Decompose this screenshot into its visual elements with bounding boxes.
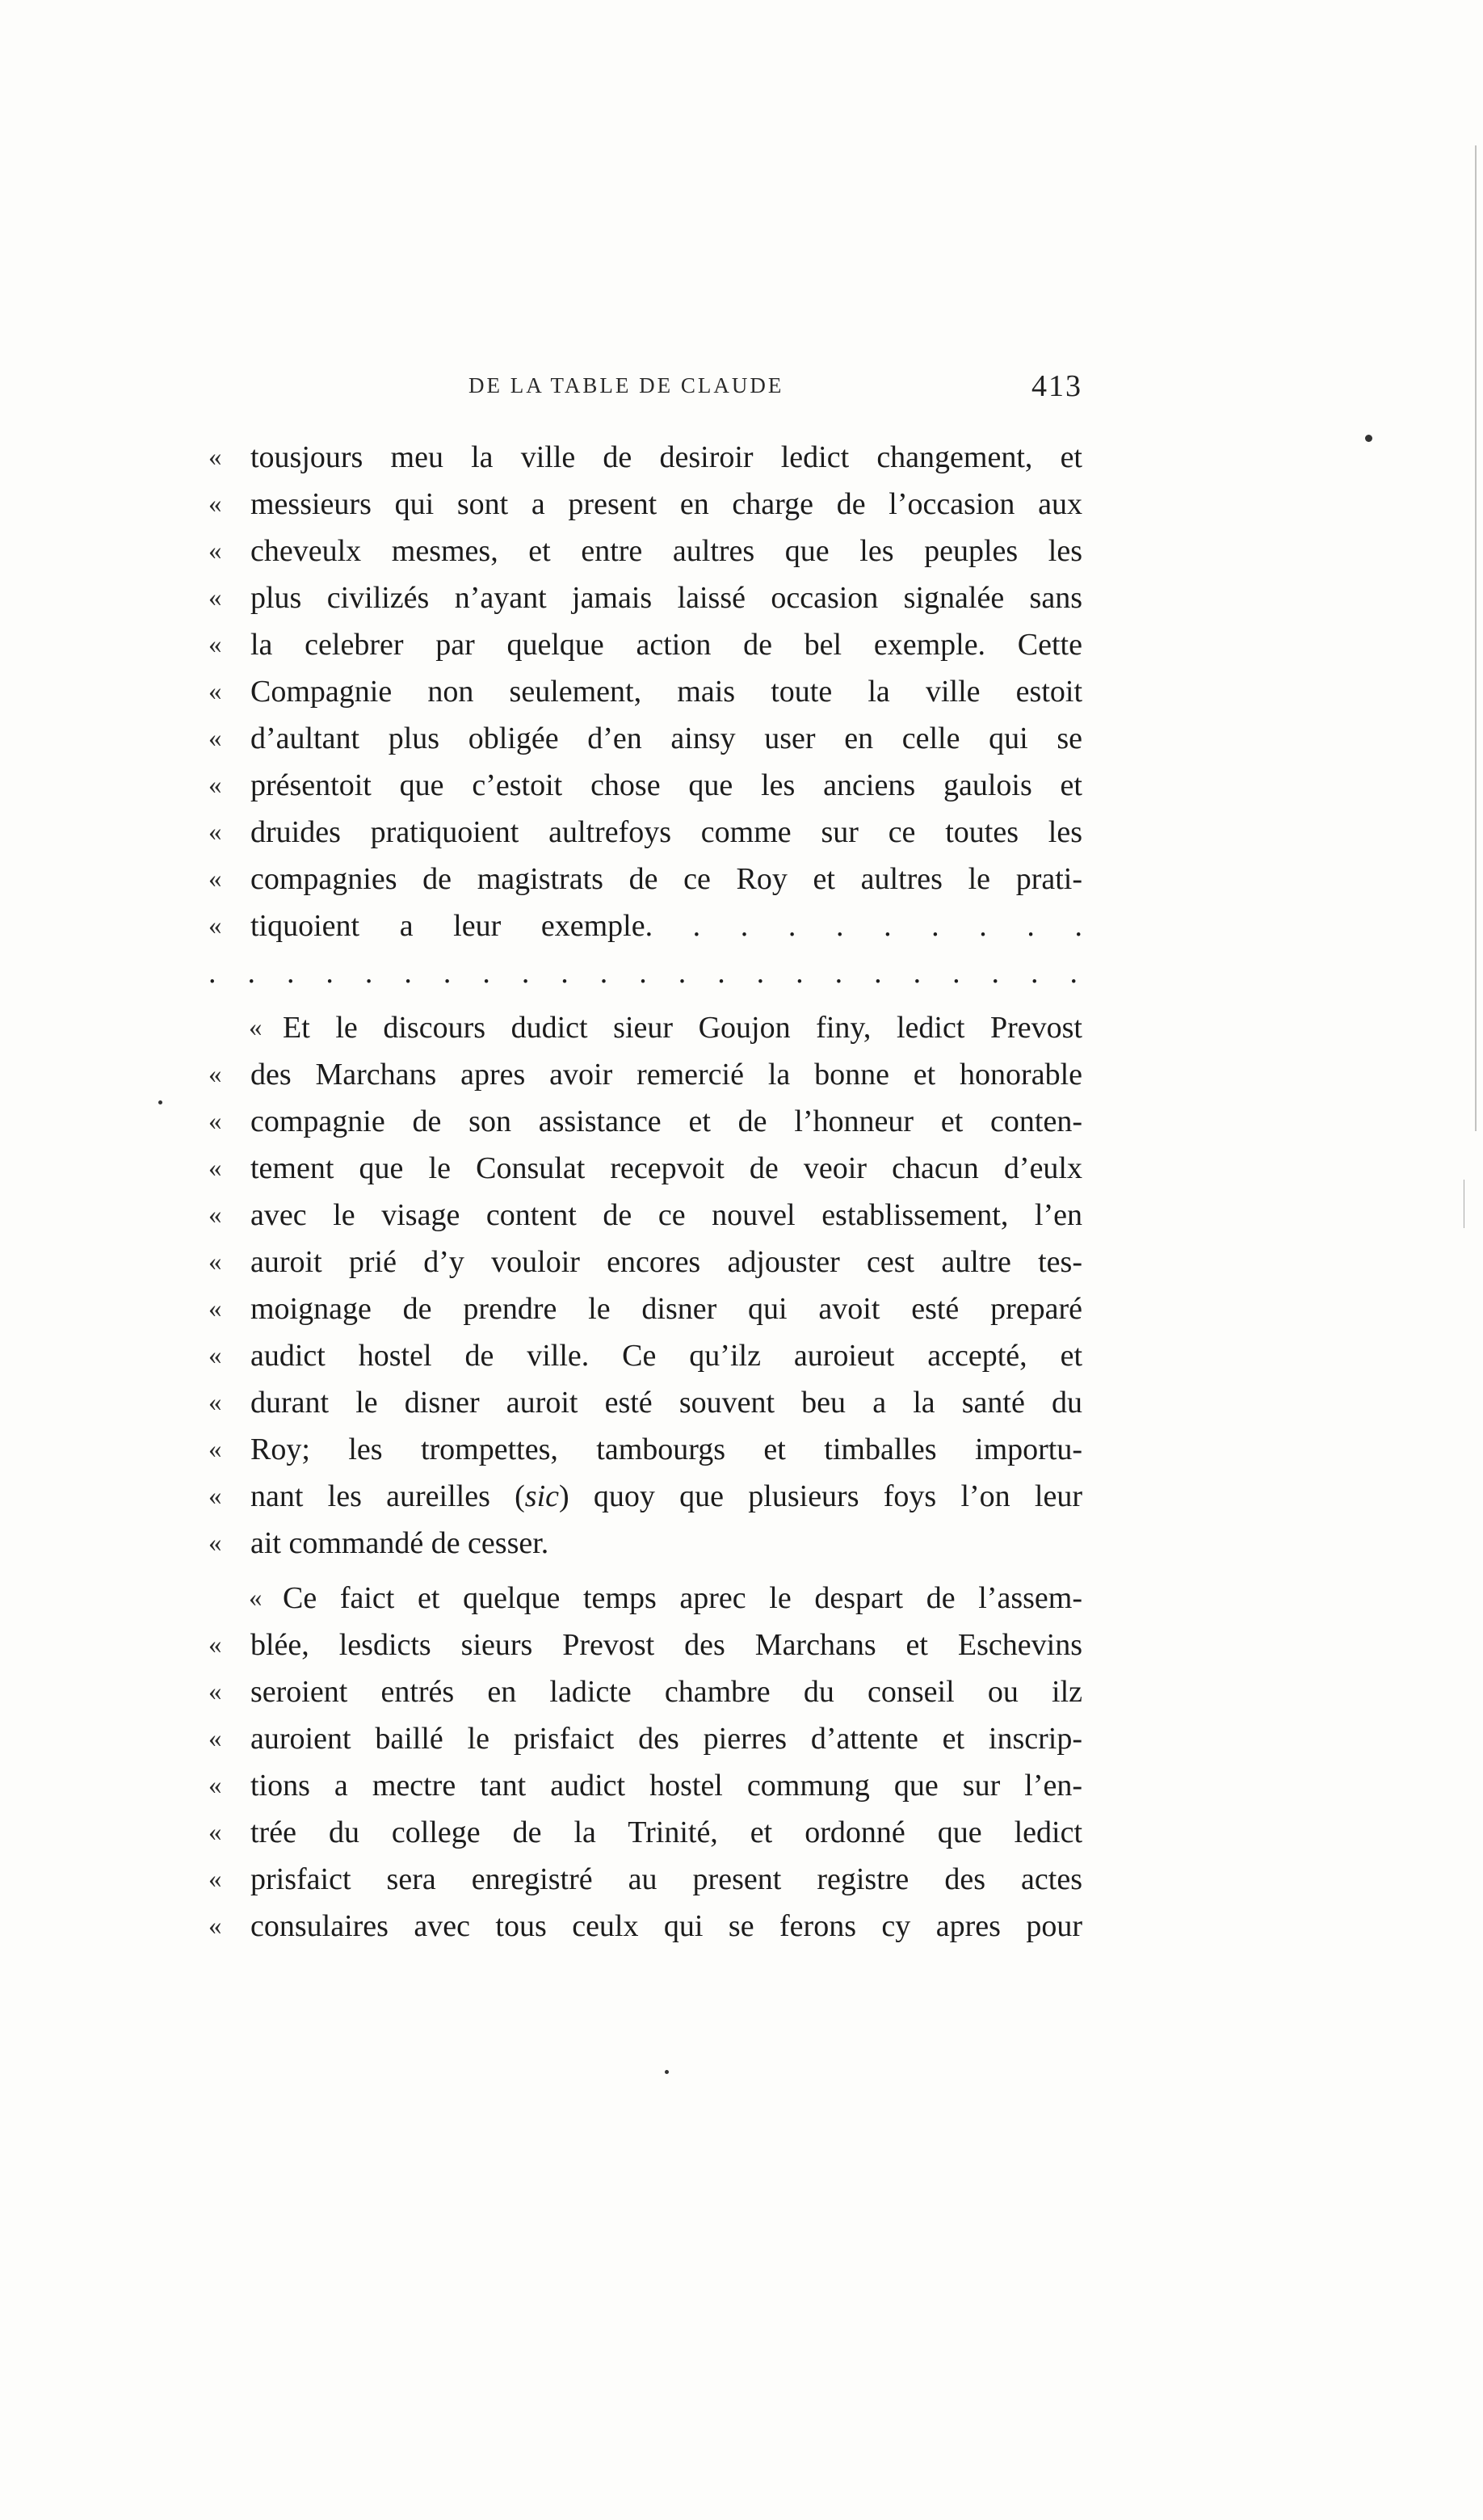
quote-mark: « [208, 771, 222, 800]
text-line [208, 1762, 1082, 1809]
ellipsis-row: . . . . . . . . . . . . . . . . . . . . . . . [208, 956, 1082, 990]
quote-mark: « [249, 1013, 263, 1042]
line-text: tousjours meu la ville de desiroir ledict changement, et [250, 440, 1082, 474]
scan-edge-line [1475, 145, 1477, 1131]
line-text: compagnie de son assistance et de l’honneur et conten- [250, 1104, 1082, 1138]
line-text: compagnies de magistrats de ce Roy et aultres le prati- [250, 862, 1082, 896]
text-line [208, 574, 1082, 621]
line-text: tiquoient a leur exemple. . . . . . . . . . [250, 909, 1082, 943]
line-text: d’aultant plus obligée d’en ainsy user en celle qui se [250, 722, 1082, 755]
text-line [208, 1145, 1082, 1192]
text-line [208, 856, 1082, 902]
line-text: audict hostel de ville. Ce qu’ilz auroieut accepté, et [250, 1339, 1082, 1373]
text-line [208, 1051, 1082, 1098]
text-line [208, 1520, 1082, 1567]
text-line [208, 1715, 1082, 1762]
text-line [208, 1668, 1082, 1715]
text-line [208, 1239, 1082, 1285]
page-number: 413 [1031, 369, 1082, 403]
text-line [208, 1098, 1082, 1145]
quote-mark: « [208, 1154, 222, 1183]
ink-speck [158, 1100, 162, 1104]
text-line [208, 1004, 1082, 1051]
line-text: tement que le Consulat recepvoit de veoir chacun d’eulx [250, 1151, 1082, 1185]
text-line [208, 1426, 1082, 1473]
line-text: avec le visage content de ce nouvel establissement, l’en [250, 1198, 1082, 1232]
quote-mark: « [208, 1107, 222, 1136]
quote-mark: « [208, 1201, 222, 1230]
paragraph-gap [208, 996, 1082, 1004]
line-text: seroient entrés en ladicte chambre du conseil ou ilz [250, 1675, 1082, 1709]
quote-mark: « [208, 490, 222, 519]
text-line [208, 434, 1082, 481]
line-text: Ce faict et quelque temps aprec le despart de l’assem- [283, 1581, 1082, 1615]
ink-speck [1365, 435, 1372, 442]
paragraph-gap [208, 1567, 1082, 1575]
quote-mark: « [208, 1294, 222, 1323]
quote-mark: « [208, 1388, 222, 1417]
text-line [208, 668, 1082, 715]
text-line [208, 1903, 1082, 1950]
line-text: présentoit que c’estoit chose que les anciens gaulois et [250, 768, 1082, 802]
line-text: druides pratiquoient aultrefoys comme sur ce toutes les [250, 815, 1082, 849]
quote-mark: « [208, 536, 222, 566]
quote-mark: « [208, 1724, 222, 1753]
text-line [208, 1192, 1082, 1239]
line-text: plus civilizés n’ayant jamais laissé occasion signalée sans [250, 581, 1082, 615]
line-text: prisfaict sera enregistré au present registre des actes [250, 1862, 1082, 1896]
text-line [208, 1856, 1082, 1903]
text-line [208, 1379, 1082, 1426]
text-line [208, 1332, 1082, 1379]
text-line [208, 481, 1082, 528]
line-text: des Marchans apres avoir remercié la bonne et honorable [250, 1058, 1082, 1092]
quote-mark: « [208, 443, 222, 472]
line-text: nant les aureilles (sic) quoy que plusieurs foys l’on leur [250, 1479, 1082, 1513]
line-text: trée du college de la Trinité, et ordonné que ledict [250, 1815, 1082, 1849]
body-text [208, 434, 1082, 1950]
text-line [208, 1622, 1082, 1668]
text-line [208, 1575, 1082, 1622]
quote-mark: « [208, 1912, 222, 1941]
line-text: Et le discours dudict sieur Goujon finy, ledict Prevost [283, 1011, 1082, 1045]
quote-mark: « [208, 1865, 222, 1894]
quote-mark: « [208, 1341, 222, 1370]
quote-mark: « [249, 1584, 263, 1613]
quote-mark: « [208, 1060, 222, 1089]
line-text: durant le disner auroit esté souvent beu a la santé du [250, 1386, 1082, 1420]
line-text: blée, lesdicts sieurs Prevost des Marchans et Eschevins [250, 1628, 1082, 1662]
line-text: Compagnie non seulement, mais toute la ville estoit [250, 675, 1082, 709]
running-title: DE LA TABLE DE CLAUDE [468, 373, 784, 398]
text-line [208, 1473, 1082, 1520]
quote-mark: « [208, 1482, 222, 1511]
quote-mark: « [208, 1529, 222, 1558]
quote-mark: « [208, 911, 222, 940]
text-line [208, 762, 1082, 809]
text-line [208, 715, 1082, 762]
text-line [208, 1285, 1082, 1332]
quote-mark: « [208, 1677, 222, 1706]
line-text: consulaires avec tous ceulx qui se ferons cy apres pour [250, 1909, 1082, 1943]
quote-mark: « [208, 1630, 222, 1660]
line-text: moignage de prendre le disner qui avoit esté preparé [250, 1292, 1082, 1326]
line-text: auroient baillé le prisfaict des pierres d’attente et inscrip- [250, 1722, 1082, 1756]
quote-mark: « [208, 630, 222, 659]
text-line [208, 621, 1082, 668]
running-head [210, 369, 1082, 414]
line-text: auroit prié d’y vouloir encores adjouster cest aultre tes- [250, 1245, 1082, 1279]
quote-mark: « [208, 1435, 222, 1464]
line-text: messieurs qui sont a present en charge de l’occasion aux [250, 487, 1082, 521]
line-text: ait commandé de cesser. [250, 1526, 549, 1560]
text-line [208, 809, 1082, 856]
line-text: cheveulx mesmes, et entre aultres que les peuples les [250, 534, 1082, 568]
line-text: Roy; les trompettes, tambourgs et timballes importu- [250, 1432, 1082, 1466]
quote-mark: « [208, 1247, 222, 1277]
quote-mark: « [208, 1771, 222, 1800]
quote-mark: « [208, 583, 222, 612]
quote-mark: « [208, 724, 222, 753]
text-line [208, 1809, 1082, 1856]
quote-mark: « [208, 1818, 222, 1847]
ink-speck [665, 2070, 669, 2074]
line-text: tions a mectre tant audict hostel commung que sur l’en- [250, 1769, 1082, 1803]
line-text: la celebrer par quelque action de bel exemple. Cette [250, 628, 1082, 662]
text-line [208, 528, 1082, 574]
quote-mark: « [208, 818, 222, 847]
quote-mark: « [208, 865, 222, 894]
text-line [208, 902, 1082, 949]
quote-mark: « [208, 677, 222, 706]
